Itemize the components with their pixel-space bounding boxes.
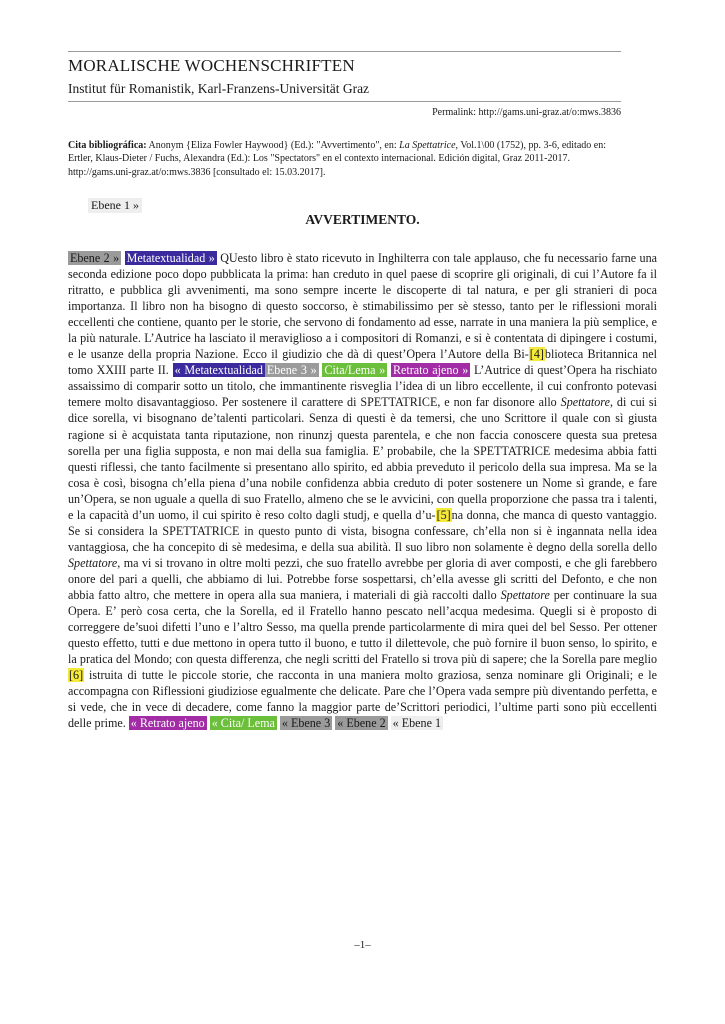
- article-body: [68, 250, 657, 731]
- footnote-4[interactable]: [4]: [529, 347, 544, 362]
- citation-text-2: , Vol.1\00 (1752), pp. 3-6, editado en: Ertler, Klaus-Dieter / Fuchs, Alexandra (Ed.): Los "Spectators" en el contexto internacional. Edición digital, Graz 2011-2017. http://gams.uni-graz.at/o:mws.3836 [consultado el: 15.03.2017].: [68, 140, 606, 178]
- header-rule-top: [68, 51, 621, 52]
- tag-ebene2-open: Ebene 2 »: [70, 251, 120, 265]
- citation-text-1: Anonym {Eliza Fowler Haywood} (Ed.): "Avvertimento", en:: [146, 140, 400, 151]
- tag-cita-close: « Cita/ Lema: [211, 716, 275, 731]
- body-text-1: QUesto libro è stato ricevuto in Inghilterra con tale applauso, che fu necessario farne una seconda edizione poco dopo pubblicata la prima: han creduto in quel paese di scoprire gli originali, di cui l’Autore fa il ritratto, e pubblica gli avvenimenti, ma sono sempre incerte le discoperte di tal natura, e per gli stranieri di poca importanza. Il libro non ha bisogno di questo soccorso, è stimabilissimo per sè stesso, tanto per le riflessioni morali eccellenti che contiene, quanto per le storie, che servono di fondamento ad esse, narrate in una maniera la più semplice, e la più naturale. L’Autrice ha lasciato il meraviglioso a i compositori di Romanzi, e si è contentata di dipingere i costumi, e le usanze della propria Nazione. Ecco il giudizio che dà di quest’Opera l’Autore della Bi-: [68, 251, 657, 362]
- tag-cita-open: Cita/Lema »: [324, 363, 386, 378]
- header-rule-bottom: [68, 101, 621, 102]
- body-italic-1: Spettatore: [560, 395, 610, 410]
- tag-metatextualidad-close: « Metatextualidad: [174, 363, 263, 378]
- tag-ebene3-close: « Ebene 3: [281, 716, 331, 731]
- footnote-5[interactable]: [5]: [436, 507, 451, 522]
- site-title: MORALISCHE WOCHENSCHRIFTEN: [68, 56, 355, 75]
- tag-retrato-close: « Retrato ajeno: [130, 716, 205, 731]
- tag-ebene2-close: « Ebene 2: [337, 716, 386, 731]
- citation-label: Cita bibliográfica:: [68, 140, 147, 151]
- tag-ebene3-open: Ebene 3 »: [266, 363, 317, 378]
- citation-journal: La Spettatrice: [399, 140, 456, 151]
- page-number: –1–: [354, 939, 371, 951]
- body-text-4: , di cui si dice sorella, vi bisognano de’talenti particolari. Senza di questi è da temersi, che uno Scrittore il quale con sì giusta ragione si è acquistata tanta riputazione, non rinunzj questa parentela, e che non faccia conoscere questa sua pretesa sorella per una figlia supposta, e non mai della sua famiglia. E’ probabile, che la SPETTATRICE medesima abbia fatti questi riflessi, che tanto facilmente si presentano allo spirito, ed abbia preveduto il pericolo della sua impresa. Ma se la cosa è così, bisogna ch’ella piena d’una nobile confidenza abbia creduto di poter sostenere un Nome sì grande, e fare un’Opera, se non uguale a quella di suo Fratello, almeno che se le avvicini, con quella proporzione che passa tra i talenti, e la capacità d’un uomo, il cui spirito è reso colto dagli studj, e quella d’u-: [68, 395, 658, 522]
- permalink[interactable]: Permalink: http://gams.uni-graz.at/o:mws.3836: [432, 107, 621, 118]
- footnote-6[interactable]: [6]: [69, 668, 84, 683]
- tag-retrato-open: Retrato ajeno »: [392, 363, 469, 378]
- body-text-2: blioteca Britannica nel tomo XXIII parte II.: [68, 347, 657, 378]
- institute-name: Institut für Romanistik, Karl-Franzens-Universität Graz: [68, 81, 370, 96]
- body-text-8: istruita di tutte le piccole storie, che racconta in una maniera molto graziosa, senza nominare gli Originali; e le accompagna con Riflessioni giudiziose egualmente che delicate. Pare che l’Opera vada sempre più diventando perfetta, e si vede, che in vece di decadere, come fanno la maggior parte de’Scrittori periodici, l’ultime parti sono più eccellenti delle prime.: [68, 668, 657, 731]
- tag-ebene1-open: Ebene 1 »: [88, 198, 142, 213]
- body-italic-3: Spettatore: [500, 587, 550, 602]
- body-text-3: L’Autrice di quest’Opera ha rischiato assaissimo di comparir sotto un titolo, che immantinente risveglia l’idea di un libro eccellente, il cui confronto potevasi temere molto disavantaggioso. Per sostenere il carattere di SPETTATRICE, e non far disonore allo: [68, 363, 658, 410]
- citation-block: [68, 139, 633, 179]
- tag-ebene1-close: « Ebene 1: [392, 716, 442, 731]
- page-heading: AVVERTIMENTO.: [305, 212, 420, 227]
- body-text-6: , ma vi si trovano in oltre molti pezzi, che suo fratello avrebbe per gloria di aver composti, e che gli farebbero onore del pari a quelli, che abbiamo di lui. Potrebbe forse sospettarsi, ch’ella avesse gli scritti del Defonto, e che non abbia fatto altro, che mettere in opera alla sua maniera, i materiali di già raccolti dallo: [68, 555, 657, 602]
- tag-metatextualidad-open: Metatextualidad »: [126, 251, 215, 265]
- body-text-5: na donna, che manca di questo vantaggio. Se si considera la SPETTATRICE in questo punto di vista, bisogna confessare, ch’ella non si è ingannata nella idea vantaggiosa, che ha concepito di sè medesima, e della sua abilità. Il suo libro non solamente è degno della sorella dello: [68, 507, 657, 554]
- body-text-7: per continuare la sua Opera. E’ però cosa certa, che la Sorella, ed il Fratello hanno pescato nell’acqua medesima. Quegli si è proposto di correggere de’suoi difetti l’uno e l’altro Sesso, ma quella prende particolarmente di mira quei del bel Sesso. Per ottener questo effetto, tutti e due mettono in opera tutto il buono, e tutto il dilettevole, che può fornire il buon senso, lo spirito, e la pratica del Mondo; con questa differenza, che negli scritti del Fratello si trova più di sapere; che la Sorella pare meglio: [68, 587, 657, 667]
- body-italic-2: Spettatore: [68, 555, 118, 570]
